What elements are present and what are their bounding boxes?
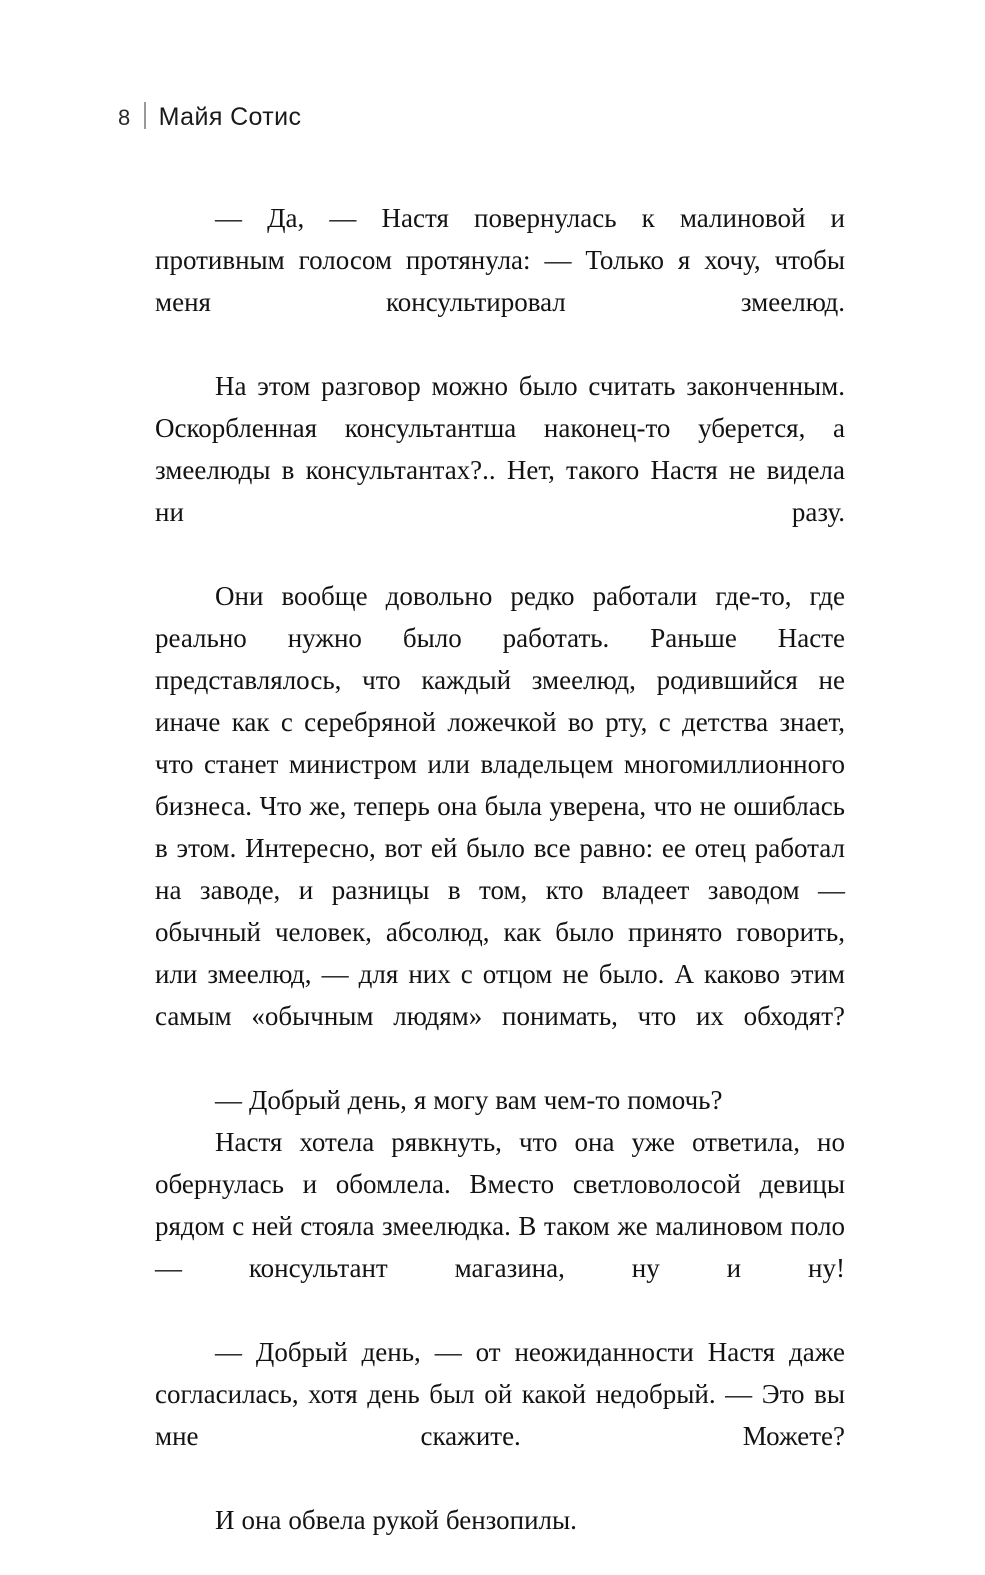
paragraph: И она обвела рукой бензопилы. (215, 1505, 577, 1535)
page-number: 8 (118, 105, 131, 130)
book-author-name: Майя Сотис (158, 103, 302, 131)
paragraph: На этом разговор можно было считать законченным. Оскорбленная консультантша наконец-то уберется, а змеелюды в консультантах?.. Нет, такого Настя не видела ни разу. (155, 371, 845, 527)
body-text-block (155, 197, 845, 1541)
running-head-separator (144, 102, 146, 129)
paragraph: Они вообще довольно редко работали где-то, где реально нужно было работать. Раньше Насте представлялось, что каждый змеелюд, родившийся не иначе как с серебряной ложечкой во рту, с детства знает, что станет министром или владельцем многомиллионного бизнеса. Что же, теперь она была уверена, что не ошиблась в этом. Интересно, вот ей было все равно: ее отец работал на заводе, и разницы в том, кто владеет заводом — обычный человек, абсолюд, как было принято говорить, или змеелюд, — для них с отцом не было. А каково этим самым «обычным людям» понимать, что их обходят? (155, 581, 845, 1031)
running-head (118, 98, 301, 130)
paragraph: Настя хотела рявкнуть, что она уже ответила, но обернулась и обомлела. Вместо светловолосой девицы рядом с ней стояла змеелюдка. В таком же малиновом поло — консультант магазина, ну и ну! (155, 1127, 845, 1283)
paragraph: — Добрый день, — от неожиданности Настя даже согласилась, хотя день был ой какой недобрый. — Это вы мне скажите. Можете? (155, 1337, 845, 1451)
paragraph: — Добрый день, я могу вам чем-то помочь? (215, 1085, 723, 1115)
paragraph: — Да, — Настя повернулась к малиновой и противным голосом протянула: — Только я хочу, чтобы меня консультировал змеелюд. (155, 203, 845, 317)
